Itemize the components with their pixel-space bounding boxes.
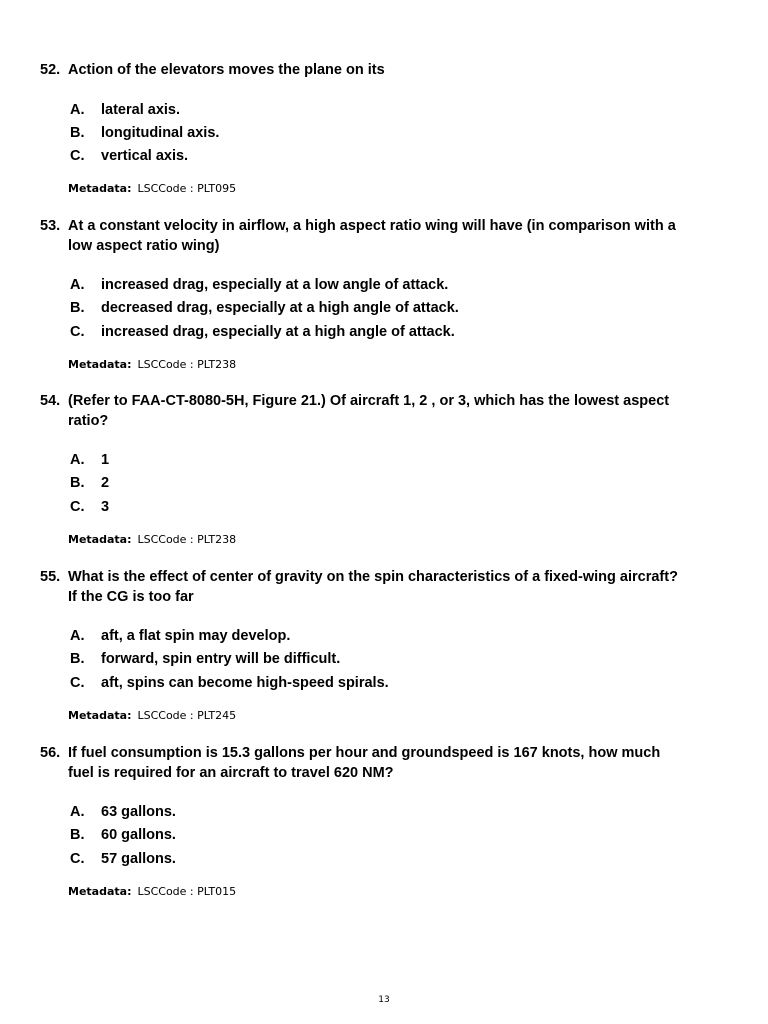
answer-options <box>40 449 680 519</box>
option-a <box>70 625 680 648</box>
option-letter: C. <box>70 498 85 515</box>
option-text: increased drag, especially at a high angle of attack. <box>101 323 455 340</box>
option-b <box>70 472 680 495</box>
metadata-label: Metadata: <box>68 182 132 196</box>
option-letter: B. <box>70 827 85 844</box>
metadata-value: LSCCode : PLT238 <box>137 357 237 371</box>
page-number: 13 <box>378 995 390 1005</box>
metadata-value: LSCCode : PLT245 <box>137 708 237 722</box>
option-c <box>70 496 680 519</box>
question-header <box>40 217 680 256</box>
option-letter: A. <box>70 101 85 118</box>
metadata-value: LSCCode : PLT095 <box>137 182 237 196</box>
option-a <box>70 99 680 122</box>
question-text: What is the effect of center of gravity on the spin characteristics of a fixed-wing aircraft? If the CG is too far <box>68 569 678 605</box>
option-letter: B. <box>70 475 85 492</box>
answer-options <box>40 274 680 344</box>
question-56 <box>40 744 680 899</box>
answer-options <box>40 625 680 695</box>
option-letter: C. <box>70 323 85 340</box>
option-c <box>70 321 680 344</box>
question-header <box>40 392 680 431</box>
option-a <box>70 801 680 824</box>
option-letter: A. <box>70 804 85 820</box>
option-text: vertical axis. <box>101 148 189 165</box>
metadata-value: LSCCode : PLT015 <box>137 884 237 898</box>
metadata-label: Metadata: <box>68 532 132 546</box>
option-text: 57 gallons. <box>101 850 176 867</box>
metadata-label: Metadata: <box>68 884 132 898</box>
option-a <box>70 274 680 297</box>
question-number: 53. <box>40 218 61 234</box>
option-letter: C. <box>70 850 85 867</box>
option-c <box>70 848 680 871</box>
question-header <box>40 61 680 81</box>
answer-options <box>40 99 680 169</box>
option-text: 2 <box>101 475 110 492</box>
option-letter: B. <box>70 300 85 317</box>
question-52 <box>40 61 680 196</box>
question-53 <box>40 217 680 372</box>
option-b <box>70 297 680 320</box>
option-text: aft, spins can become high-speed spirals. <box>101 674 389 691</box>
metadata-line <box>40 709 680 723</box>
option-letter: A. <box>70 277 85 293</box>
metadata-label: Metadata: <box>68 708 132 722</box>
option-b <box>70 648 680 671</box>
option-b <box>70 824 680 847</box>
option-text: 63 gallons. <box>101 804 176 820</box>
option-text: 60 gallons. <box>101 827 176 844</box>
option-text: aft, a flat spin may develop. <box>101 628 291 644</box>
metadata-value: LSCCode : PLT238 <box>137 532 237 546</box>
question-header <box>40 568 680 607</box>
metadata-line <box>40 182 680 196</box>
option-text: increased drag, especially at a low angle of attack. <box>101 277 449 293</box>
option-text: forward, spin entry will be difficult. <box>101 651 341 668</box>
option-text: longitudinal axis. <box>101 124 220 141</box>
question-number: 56. <box>40 745 61 761</box>
metadata-line <box>40 885 680 899</box>
option-text: lateral axis. <box>101 101 180 118</box>
option-c <box>70 672 680 695</box>
question-number: 54. <box>40 393 61 409</box>
question-number: 55. <box>40 569 61 585</box>
question-number: 52. <box>40 62 61 78</box>
question-54 <box>40 392 680 547</box>
option-letter: A. <box>70 452 85 468</box>
question-text: Action of the elevators moves the plane on its <box>68 62 385 78</box>
metadata-label: Metadata: <box>68 357 132 371</box>
question-text: If fuel consumption is 15.3 gallons per hour and groundspeed is 167 knots, how much fuel is required for an aircraft to travel 620 NM? <box>68 745 661 781</box>
question-text: At a constant velocity in airflow, a high aspect ratio wing will have (in comparison with a low aspect ratio wing) <box>68 218 676 254</box>
answer-options <box>40 801 680 871</box>
option-letter: B. <box>70 124 85 141</box>
option-letter: A. <box>70 628 85 644</box>
question-55 <box>40 568 680 723</box>
question-text: (Refer to FAA-CT-8080-5H, Figure 21.) Of aircraft 1, 2 , or 3, which has the lowest aspect ratio? <box>68 393 670 429</box>
option-c <box>70 145 680 168</box>
metadata-line <box>40 533 680 547</box>
option-letter: C. <box>70 148 85 165</box>
option-a <box>70 449 680 472</box>
option-b <box>70 122 680 145</box>
option-letter: C. <box>70 674 85 691</box>
option-text: decreased drag, especially at a high angle of attack. <box>101 300 459 317</box>
metadata-line <box>40 358 680 372</box>
option-letter: B. <box>70 651 85 668</box>
option-text: 3 <box>101 498 110 515</box>
question-header <box>40 744 680 783</box>
option-text: 1 <box>101 452 110 468</box>
